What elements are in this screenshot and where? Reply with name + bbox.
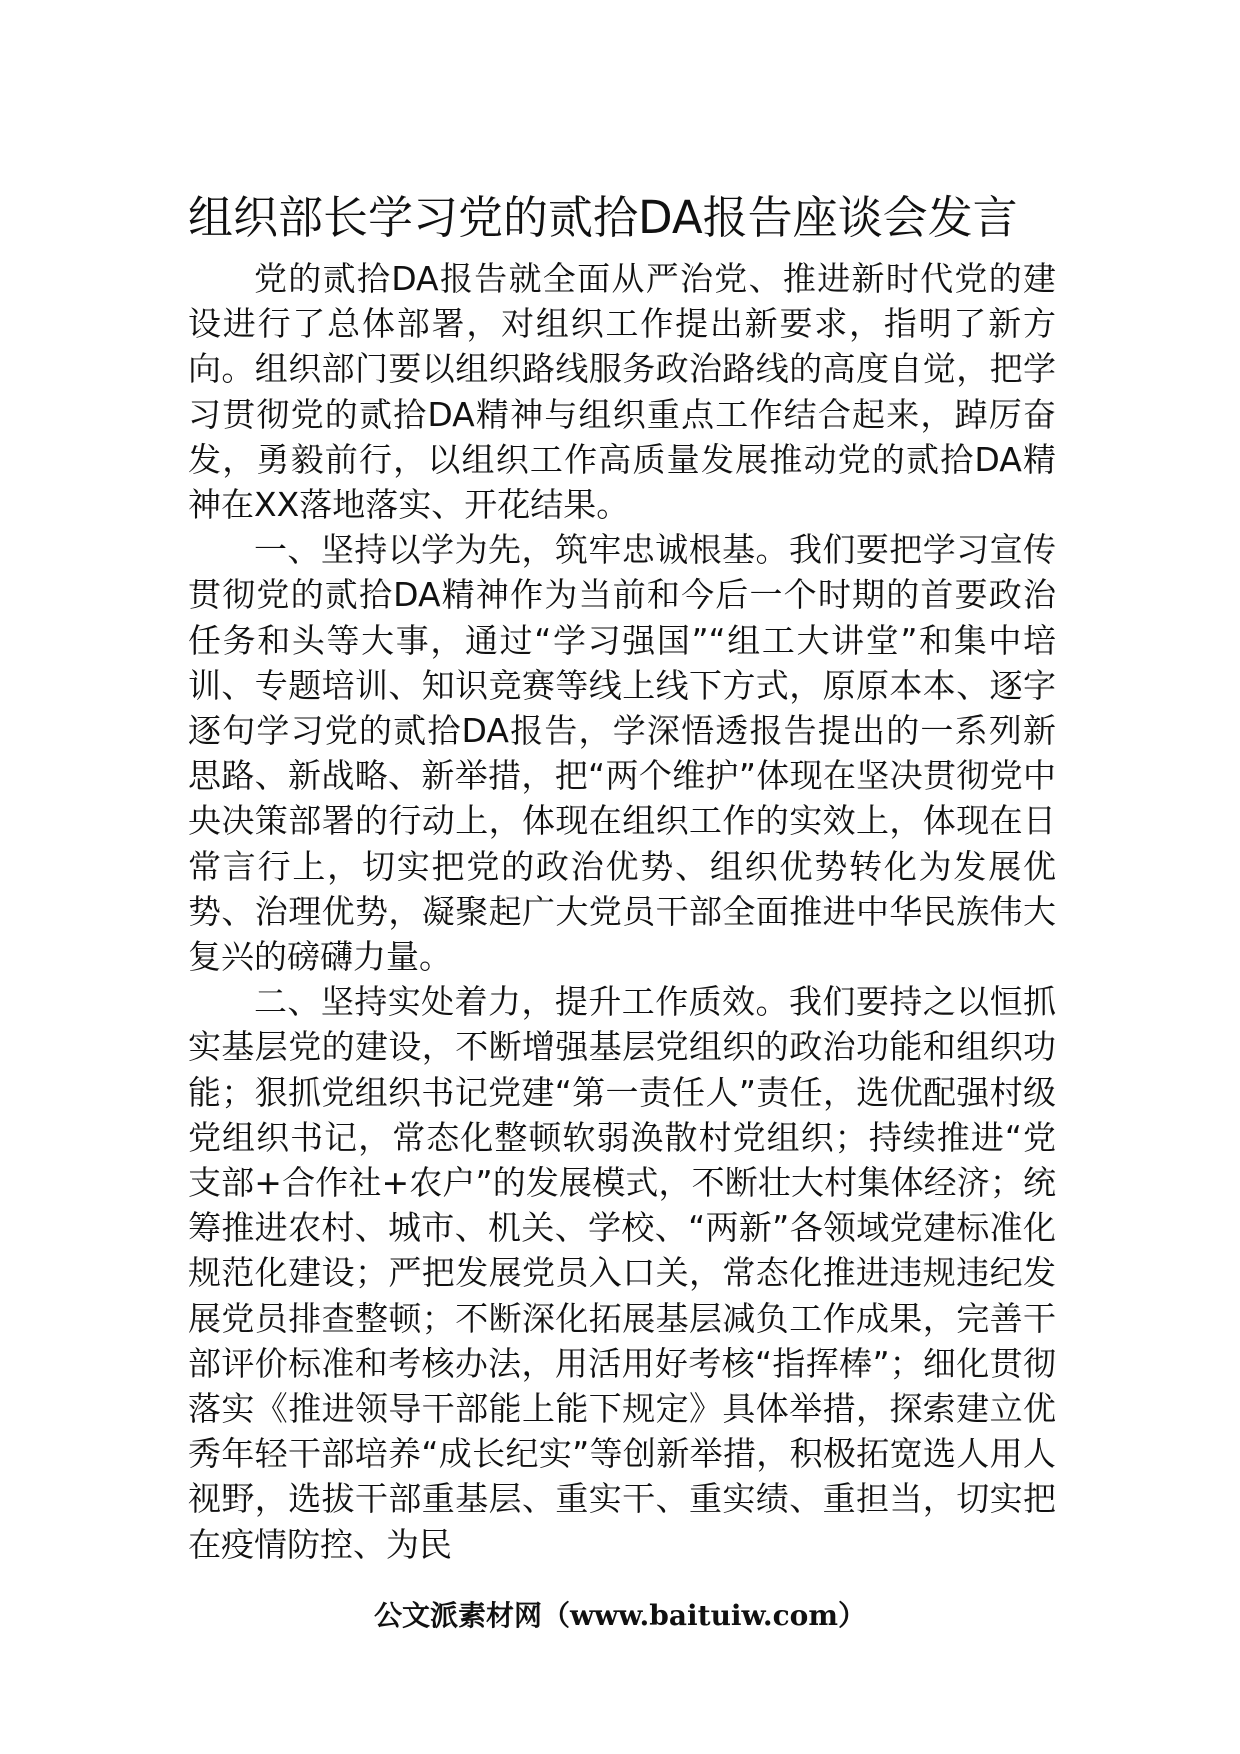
document-body bbox=[188, 256, 1056, 1567]
document-title: 组织部长学习党的贰拾DA报告座谈会发言 bbox=[188, 191, 1018, 244]
body-paragraph-section-one: 一、坚持以学为先，筑牢忠诚根基。我们要把学习宣传贯彻党的贰拾DA精神作为当前和今后一个时期的首要政治任务和头等大事，通过“学习强国”“组工大讲堂”和集中培训、专题培训、知识竞赛等线上线下方式，原原本本、逐字逐句学习党的贰拾DA报告，学深悟透报告提出的一系列新思路、新战略、新举措，把“两个维护”体现在坚决贯彻党中央决策部署的行动上，体现在组织工作的实效上，体现在日常言行上，切实把党的政治优势、组织优势转化为发展优势、治理优势，凝聚起广大党员干部全面推进中华民族伟大复兴的磅礴力量。 bbox=[188, 530, 1056, 977]
body-paragraph-intro: 党的贰拾DA报告就全面从严治党、推进新时代党的建设进行了总体部署，对组织工作提出新要求，指明了新方向。组织部门要以组织路线服务政治路线的高度自觉，把学习贯彻党的贰拾DA精神与组织重点工作结合起来，踔厉奋发，勇毅前行，以组织工作高质量发展推动党的贰拾DA精神在XX落地落实、开花结果。 bbox=[188, 259, 1056, 525]
footer-watermark: 公文派素材网（www.baituiw.com） bbox=[374, 1599, 866, 1632]
body-paragraph-section-two: 二、坚持实处着力，提升工作质效。我们要持之以恒抓实基层党的建设，不断增强基层党组织的政治功能和组织功能；狠抓党组织书记党建“第一责任人”责任，选优配强村级党组织书记，常态化整顿软弱涣散村党组织；持续推进“党支部+合作社+农户”的发展模式，不断壮大村集体经济；统筹推进农村、城市、机关、学校、“两新”各领域党建标准化规范化建设；严把发展党员入口关，常态化推进违规违纪发展党员排查整顿；不断深化拓展基层减负工作成果，完善干部评价标准和考核办法，用活用好考核“指挥棒”；细化贯彻落实《推进领导干部能上能下规定》具体举措，探索建立优秀年轻干部培养“成长纪实”等创新举措，积极拓宽选人用人视野，选拔干部重基层、重实干、重实绩、重担当，切实把在疫情防控、为民 bbox=[188, 982, 1056, 1564]
